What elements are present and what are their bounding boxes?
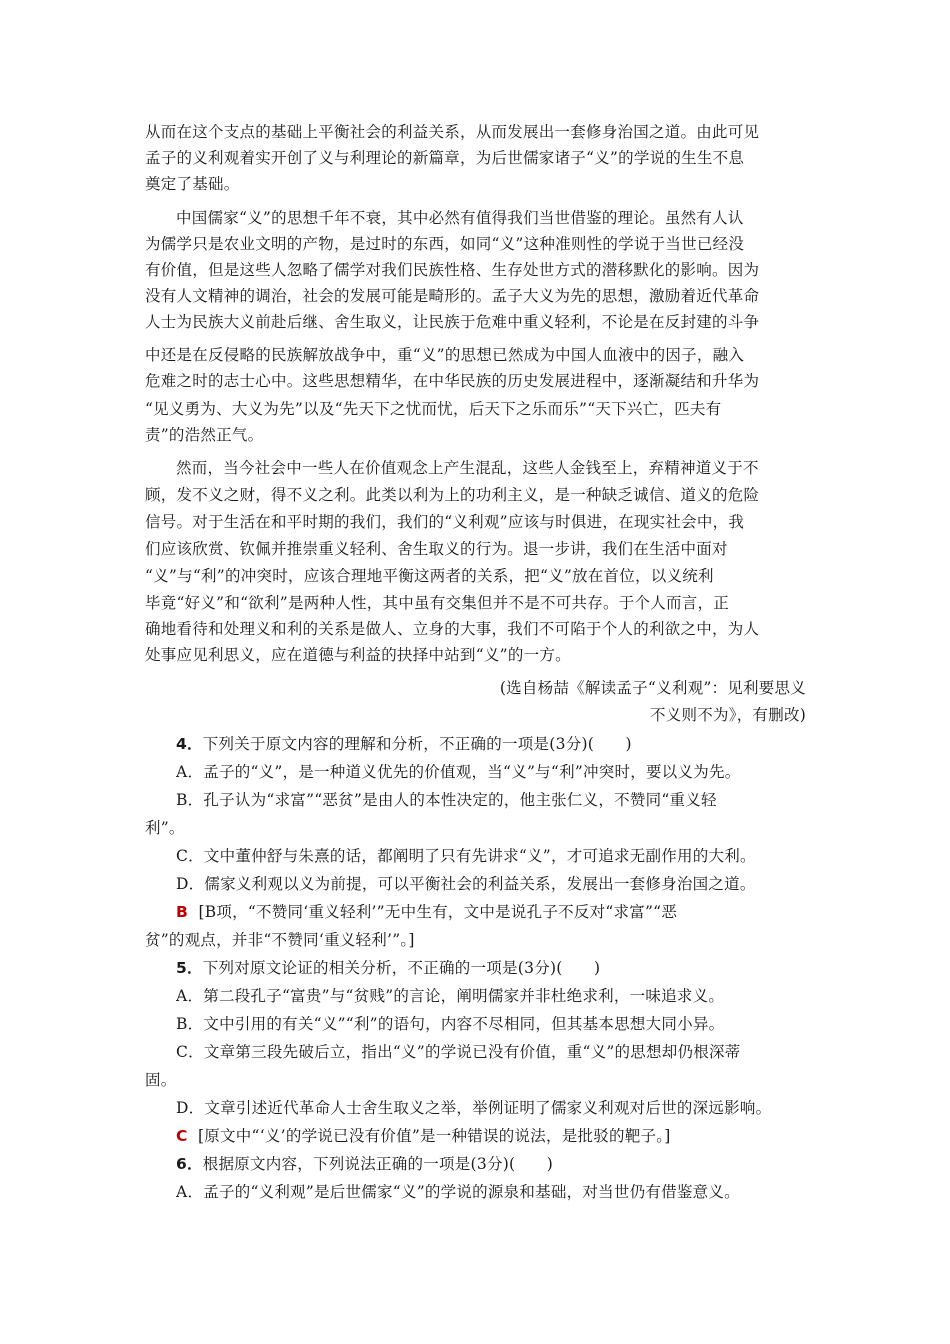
passage-line: 毕竟“好义”和“欲利”是两种人性，其中虽有交集但并不是不可共存。于个人而言，正 — [145, 594, 729, 612]
answer-letter: C — [176, 1127, 188, 1145]
question-text: 下列关于原文内容的理解和分析，不正确的一项是(3分)( ) — [202, 735, 632, 753]
source-citation: 不义则不为》，有删改) — [649, 706, 806, 724]
passage-line: 顾，发不义之财，得不义之利。此类以利为上的功利主义，是一种缺乏诚信、道义的危险 — [145, 486, 760, 504]
answer-explanation — [176, 902, 806, 922]
source-citation: (选自杨喆《解读孟子“义利观”：见利要思义 — [499, 679, 806, 697]
passage-line: 有价值，但是这些人忽略了儒学对我们民族性格、生存处世方式的潜移默化的影响。因为 — [145, 261, 760, 279]
explanation-text: [B项，“不赞同‘重义轻利’”无中生有，文中是说孔子不反对“求富”“恶 — [198, 903, 678, 921]
passage-line: 处事应见利思义，应在道德与利益的抉择中站到“义”的一方。 — [145, 646, 571, 664]
option-c-continued: 固。 — [145, 1071, 177, 1089]
passage-line: 信号。对于生活在和平时期的我们，我们的“义利观”应该与时俱进，在现实社会中，我 — [145, 513, 745, 531]
question-number: 4． — [176, 735, 203, 753]
question-text: 根据原文内容，下列说法正确的一项是(3分)( ) — [202, 1155, 554, 1173]
option-a: A．孟子的“义利观”是后世儒家“义”的学说的源泉和基础，对当世仍有借鉴意义。 — [176, 1183, 740, 1201]
passage-line: 孟子的义利观着实开创了义与利理论的新篇章，为后世儒家诸子“义”的学说的生生不息 — [145, 149, 745, 167]
question-text: 下列对原文论证的相关分析，不正确的一项是(3分)( ) — [202, 959, 601, 977]
question-5-stem — [176, 958, 806, 978]
passage-line: 从而在这个支点的基础上平衡社会的利益关系，从而发展出一套修身治国之道。由此可见 — [145, 123, 760, 141]
option-a: A．第二段孔子“富贵”与“贫贱”的言论，阐明儒家并非杜绝求利，一味追求义。 — [176, 987, 725, 1005]
passage-line: 中国儒家“义”的思想千年不衰，其中必然有值得我们当世借鉴的理论。虽然有人认 — [176, 209, 744, 227]
passage-line: 危难之时的志士心中。这些思想精华，在中华民族的历史发展进程中，逐渐凝结和升华为 — [145, 372, 760, 390]
explanation-text: [原文中“‘义’的学说已没有价值”是一种错误的说法，是批驳的靶子。] — [198, 1127, 671, 1145]
passage-line: 人士为民族大义前赴后继、舍生取义，让民族于危难中重义轻利，不论是在反封建的斗争 — [145, 313, 760, 331]
question-4-stem — [176, 734, 806, 754]
option-a: A．孟子的“义”，是一种道义优先的价值观，当“义”与“利”冲突时，要以义为先。 — [176, 763, 741, 781]
passage-line: “见义勇为、大义为先”以及“先天下之忧而忧，后天下之乐而乐”“天下兴亡，匹夫有 — [145, 400, 722, 418]
passage-line: 奠定了基础。 — [145, 175, 240, 193]
passage-line: 责”的浩然正气。 — [145, 426, 264, 444]
passage-line: 们应该欣赏、钦佩并推崇重义轻利、舍生取义的行为。退一步讲，我们在生活中面对 — [145, 540, 728, 558]
option-d: D．儒家义利观以义为前提，可以平衡社会的利益关系，发展出一套修身治国之道。 — [176, 875, 756, 893]
passage-line: “义”与“利”的冲突时，应该合理地平衡这两者的关系，把“义”放在首位，以义统利 — [145, 567, 714, 585]
option-c: C．文章第三段先破后立，指出“义”的学说已没有价值，重“义”的思想却仍根深蒂 — [176, 1043, 741, 1061]
question-number: 5． — [176, 959, 203, 977]
answer-explanation — [176, 1126, 806, 1146]
answer-explanation-continued: 贫”的观点，并非“不赞同‘重义轻利’”。] — [145, 931, 415, 949]
question-number: 6． — [176, 1155, 203, 1173]
option-b-continued: 利”。 — [145, 819, 185, 837]
option-c: C．文中董仲舒与朱熹的话，都阐明了只有先讲求“义”，才可追求无副作用的大利。 — [176, 847, 756, 865]
option-d: D．文章引述近代革命人士舍生取义之举，举例证明了儒家义利观对后世的深远影响。 — [176, 1099, 772, 1117]
answer-letter: B — [176, 903, 189, 921]
passage-line: 没有人文精神的调治，社会的发展可能是畸形的。孟子大义为先的思想，激励着近代革命 — [145, 287, 760, 305]
passage-line: 中还是在反侵略的民族解放战争中，重“义”的思想已然成为中国人血液中的因子，融入 — [145, 346, 745, 364]
option-b: B．文中引用的有关“义”“利”的语句，内容不尽相同，但其基本思想大同小异。 — [176, 1015, 725, 1033]
passage-line: 然而，当今社会中一些人在价值观念上产生混乱，这些人金钱至上，弃精神道义于不 — [176, 459, 759, 477]
passage-line: 确地看待和处理义和利的关系是做人、立身的大事，我们不可陷于个人的利欲之中，为人 — [145, 620, 760, 638]
passage-line: 为儒学只是农业文明的产物，是过时的东西，如同“义”这种准则性的学说于当世已经没 — [145, 235, 745, 253]
question-6-stem — [176, 1154, 806, 1174]
option-b: B．孔子认为“求富”“恶贫”是由人的本性决定的，他主张仁义，不赞同“重义轻 — [176, 791, 717, 809]
